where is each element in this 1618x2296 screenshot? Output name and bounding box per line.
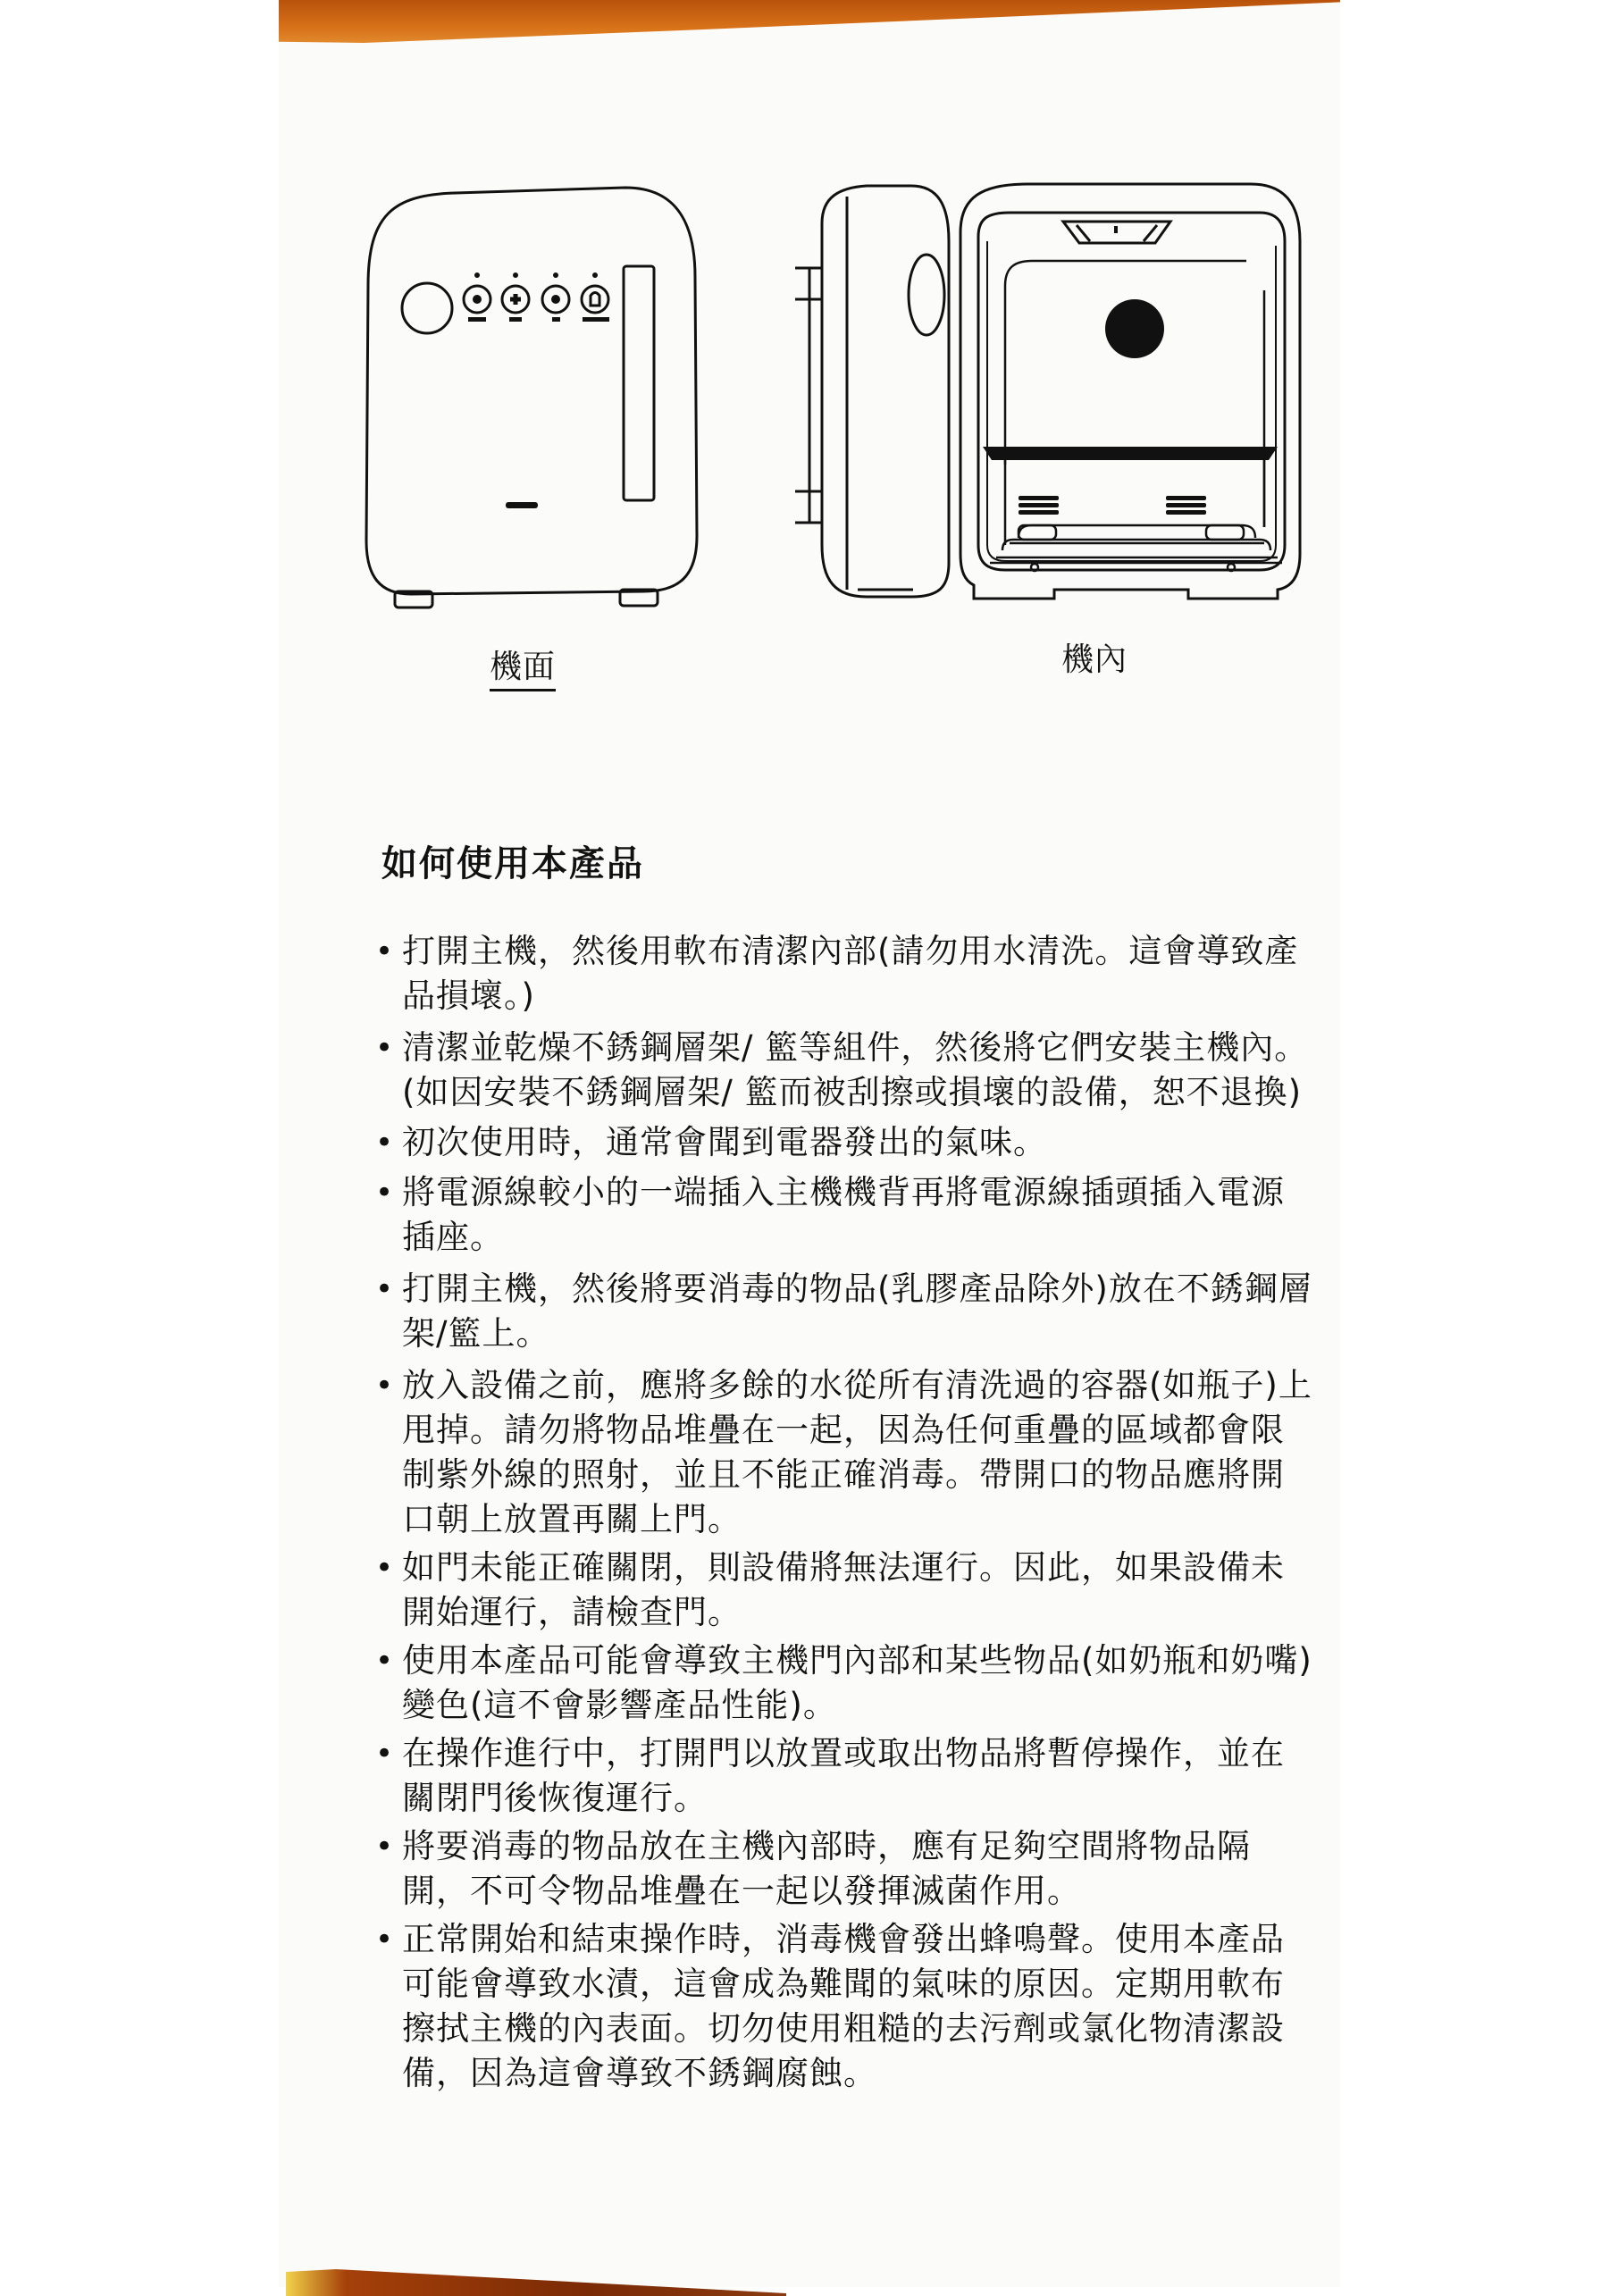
vent-right-icon — [1166, 496, 1206, 515]
list-item-text: 將要消毒的物品放在主機內部時，應有足夠空間將物品隔開，不可令物品堆疊在一起以發揮滅菌作用。 — [402, 1827, 1251, 1910]
bullet-icon: • — [375, 1550, 395, 1586]
list-item — [375, 1120, 1313, 1165]
bullet-icon: • — [375, 1271, 395, 1307]
bullet-icon: • — [375, 934, 395, 969]
list-item-text: 使用本產品可能會導致主機門內部和某些物品(如奶瓶和奶嘴)變色(這不會影響產品性能)。 — [402, 1641, 1312, 1724]
fan-icon — [1105, 299, 1164, 358]
shelf — [983, 447, 1278, 460]
inside-view-diagram — [795, 170, 1322, 616]
list-item-text: 打開主機，然後將要消毒的物品(乳膠產品除外)放在不銹鋼層架/籃上。 — [402, 1270, 1312, 1353]
list-item-text: 清潔並乾燥不銹鋼層架/ 籃等組件，然後將它們安裝主機內。(如因安裝不銹鋼層架/ 籃而被刮擦或損壞的設備，恕不退換) — [402, 1028, 1309, 1111]
list-item-text: 將電源線較小的一端插入主機機背再將電源線插頭插入電源插座。 — [402, 1173, 1285, 1256]
auto-button-icon — [464, 272, 490, 322]
instruction-list — [375, 929, 1313, 2096]
bullet-icon: • — [375, 1125, 395, 1161]
list-item — [375, 1638, 1313, 1728]
bullet-icon: • — [375, 1368, 395, 1404]
front-view-diagram — [357, 179, 715, 634]
inside-view-caption: 機內 — [1061, 641, 1128, 678]
list-item-text: 在操作進行中，打開門以放置或取出物品將暫停操作，並在關閉門後恢復運行。 — [402, 1734, 1285, 1817]
bullet-icon: • — [375, 1643, 395, 1679]
list-item-text: 如門未能正確關閉，則設備將無法運行。因此，如果設備未開始運行，請檢查門。 — [402, 1548, 1285, 1631]
power-button-icon — [402, 283, 452, 333]
list-item — [375, 1731, 1313, 1821]
bullet-icon: • — [375, 1175, 395, 1211]
list-item — [375, 1170, 1313, 1260]
list-item — [375, 1363, 1313, 1542]
dry-button-icon — [502, 272, 529, 322]
section-heading: 如何使用本產品 — [381, 843, 644, 884]
list-item — [375, 1546, 1313, 1635]
list-item — [375, 1026, 1313, 1115]
list-item-text: 正常開始和結束操作時，消毒機會發出蜂鳴聲。使用本產品可能會導致水漬，這會成為難聞的氣味的原因。定期用軟布擦拭主機的內表面。切勿使用粗糙的去污劑或氯化物清潔設備，因為這會導致不銹鋼腐蝕。 — [402, 1920, 1285, 2092]
front-view-caption: 機面 — [490, 641, 556, 691]
door-handle — [624, 266, 654, 500]
list-item-text: 打開主機，然後用軟布清潔內部(請勿用水清洗。這會導致產品損壞。) — [402, 932, 1299, 1015]
bottom-rack — [990, 525, 1282, 571]
list-item-text: 初次使用時，通常會聞到電器發出的氣味。 — [402, 1123, 1047, 1161]
list-item — [375, 1917, 1313, 2096]
list-item-text: 放入設備之前，應將多餘的水從所有清洗過的容器(如瓶子)上甩掉。請勿將物品堆疊在一起，因為任何重疊的區域都會限制紫外線的照射，並且不能正確消毒。帶開口的物品應將開口朝上放置再關上門。 — [402, 1366, 1312, 1538]
uv-button-icon — [542, 272, 569, 322]
list-item — [375, 1267, 1313, 1356]
bullet-icon: • — [375, 1030, 395, 1066]
vent-left-icon — [1019, 496, 1059, 515]
bullet-icon: • — [375, 1922, 395, 1957]
bullet-icon: • — [375, 1736, 395, 1772]
list-item — [375, 929, 1313, 1018]
list-item — [375, 1824, 1313, 1914]
storage-button-icon — [582, 272, 609, 322]
bullet-icon: • — [375, 1829, 395, 1864]
brand-logo-icon — [506, 502, 538, 508]
